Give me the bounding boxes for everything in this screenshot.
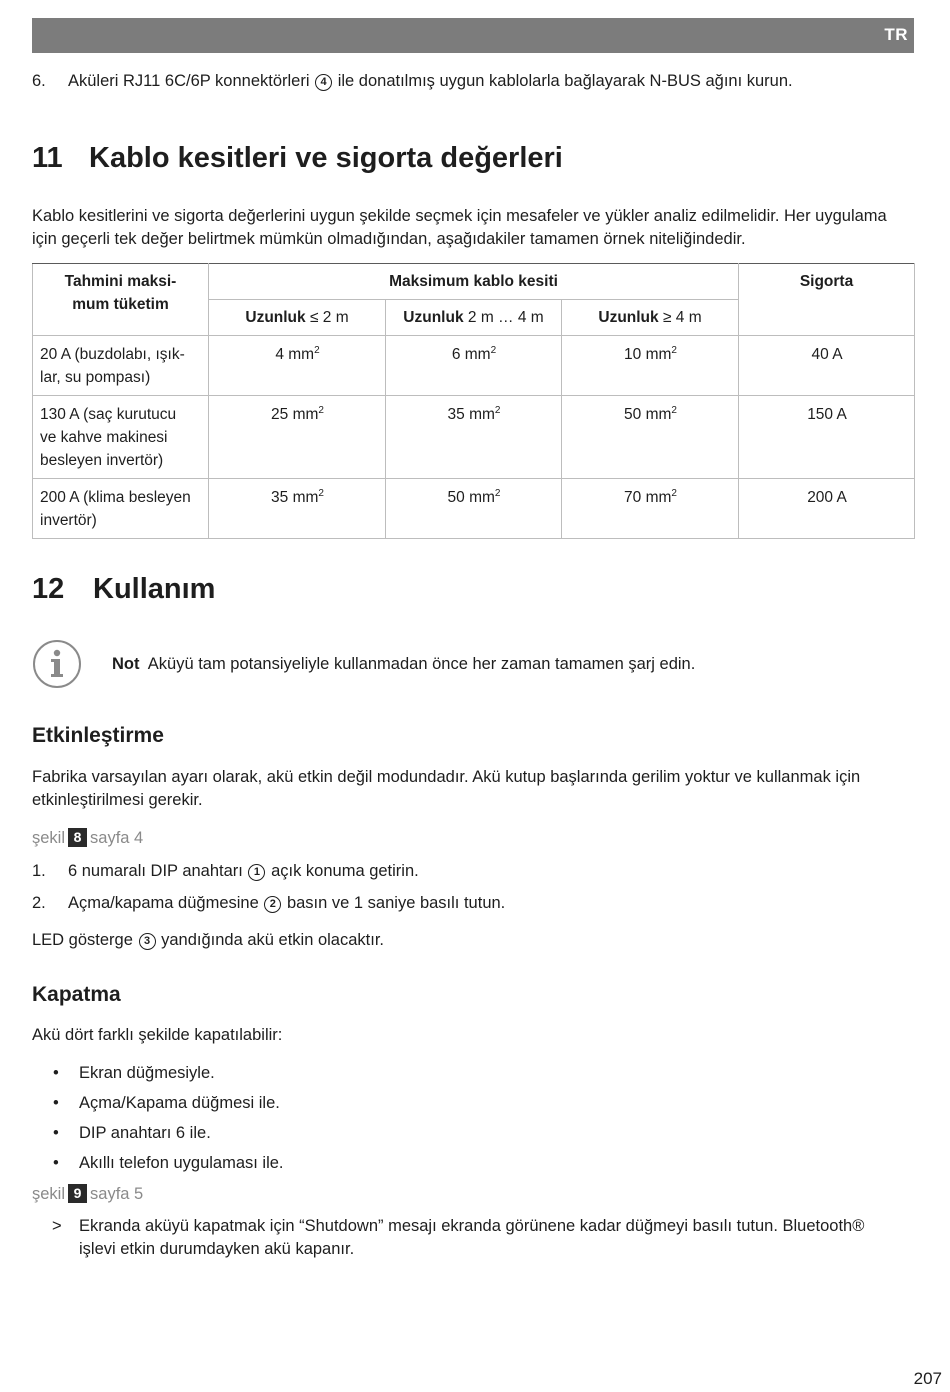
table-row	[33, 396, 915, 479]
unit: mm	[645, 406, 672, 423]
section-title: Kablo kesitleri ve sigorta değerleri	[89, 142, 563, 174]
load-cell	[33, 396, 209, 479]
activation-step-2	[32, 892, 505, 915]
note-text-block	[112, 653, 695, 676]
page-number: 207	[913, 1369, 942, 1388]
section-value: 25	[271, 406, 289, 423]
step-number: 6.	[32, 72, 46, 90]
load-line: besleyen invertör)	[40, 452, 164, 469]
section-number: 11	[32, 142, 63, 174]
cable-table-container	[32, 263, 915, 539]
step-6	[32, 70, 912, 93]
section-cell	[209, 396, 386, 479]
section-value: 50	[624, 406, 642, 423]
note-text: Aküyü tam potansiyeliyle kullanmadan önce her zaman tamamen şarj edin.	[147, 655, 696, 673]
section-cell	[386, 396, 562, 479]
bullet-text: Akıllı telefon uygulaması ile.	[79, 1154, 284, 1172]
action-line: Ekranda aküyü kapatmak için “Shutdown” mesajı ekranda görünene kadar düğmeyi basılı tutun. Bluetooth®	[79, 1217, 865, 1235]
unit-exponent: 2	[494, 405, 501, 416]
figure-number-badge: 8	[68, 828, 87, 847]
language-label: TR	[884, 25, 908, 44]
unit-exponent: 2	[671, 405, 677, 416]
shutdown-intro: Akü dört farklı şekilde kapatılabilir:	[32, 1026, 283, 1044]
section-value: 6	[451, 346, 461, 363]
activation-step-1	[32, 860, 419, 883]
length-label: Uzunluk	[245, 309, 306, 326]
result-before: LED gösterge	[32, 931, 133, 949]
col-header-fuse: Sigorta	[739, 264, 915, 336]
load-cell	[33, 336, 209, 396]
section-cell	[562, 479, 739, 539]
info-glyph	[35, 642, 79, 686]
activation-result	[32, 929, 384, 952]
shutdown-heading: Kapatma	[32, 983, 121, 1006]
ref-marker: 4	[315, 74, 332, 91]
shutdown-action	[79, 1215, 919, 1261]
ref-marker: 1	[248, 864, 265, 881]
section-value: 35	[271, 489, 289, 506]
load-line: 200 A (klima besleyen	[40, 489, 191, 506]
table-row	[33, 336, 915, 396]
col-header-cable-section: Maksimum kablo kesiti	[209, 264, 739, 300]
load-line: ve kahve makinesi	[40, 429, 168, 446]
activation-heading: Etkinleştirme	[32, 724, 164, 747]
figure-suffix: sayfa 4	[90, 829, 144, 847]
bullet-text: Ekran düğmesiyle.	[79, 1064, 215, 1082]
figure-reference	[32, 1184, 143, 1204]
section-cell	[209, 336, 386, 396]
unit-exponent: 2	[671, 488, 677, 499]
fuse-cell: 150 A	[739, 396, 915, 479]
paragraph-line: etkinleştirilmesi gerekir.	[32, 791, 203, 809]
unit-exponent: 2	[318, 488, 324, 499]
action-marker: >	[52, 1217, 62, 1235]
section-cell	[562, 336, 739, 396]
load-line: lar, su pompası)	[40, 369, 151, 386]
section-cell	[386, 336, 562, 396]
unit-exponent: 2	[494, 488, 501, 499]
step-number: 2.	[32, 894, 46, 912]
section-value: 50	[447, 489, 465, 506]
header-line: mum tüketim	[72, 296, 169, 313]
figure-suffix: sayfa 5	[90, 1185, 144, 1203]
section-value: 4	[275, 346, 284, 363]
bullet-text: Açma/Kapama düğmesi ile.	[79, 1094, 280, 1112]
length-label: Uzunluk	[403, 309, 464, 326]
col-header-length-3	[562, 300, 739, 336]
unit-exponent: 2	[318, 405, 324, 416]
header-bar	[32, 18, 914, 53]
section-cell	[386, 479, 562, 539]
unit: mm	[469, 489, 495, 506]
unit-exponent: 2	[490, 345, 497, 356]
section-title: Kullanım	[93, 573, 216, 605]
unit: mm	[469, 406, 495, 423]
bullet-text: DIP anahtarı 6 ile.	[79, 1124, 211, 1142]
figure-prefix: şekil	[32, 829, 66, 847]
figure-prefix: şekil	[32, 1185, 66, 1203]
section-11-intro	[32, 205, 922, 251]
cable-table	[32, 263, 915, 539]
length-value: 2 m … 4 m	[467, 309, 544, 326]
table-row	[33, 479, 915, 539]
activation-paragraph	[32, 766, 922, 812]
step-text-before: Açma/kapama düğmesine	[68, 894, 259, 912]
unit: mm	[645, 346, 672, 363]
col-header-length-1	[209, 300, 386, 336]
action-line: işlevi etkin durumdayken akü kapanır.	[79, 1240, 355, 1258]
fuse-cell: 200 A	[739, 479, 915, 539]
step-text-after: açık konuma getirin.	[271, 862, 419, 880]
paragraph-line: Fabrika varsayılan ayarı olarak, akü etkin değil modundadır. Akü kutup başlarında gerilim yoktur ve kullanmak için	[32, 768, 861, 786]
section-value: 70	[624, 489, 642, 506]
unit: mm	[292, 406, 319, 423]
step-number: 1.	[32, 862, 46, 880]
step-text-after: basın ve 1 saniye basılı tutun.	[286, 894, 506, 912]
length-value: ≥ 4 m	[662, 309, 702, 326]
col-header-consumption	[33, 264, 209, 336]
load-line: 130 A (saç kurutucu	[40, 406, 177, 423]
section-12-title	[32, 573, 215, 606]
ref-marker: 3	[139, 933, 156, 950]
info-icon	[33, 640, 81, 688]
figure-reference	[32, 828, 143, 848]
step-text-before: Aküleri RJ11 6C/6P konnektörleri	[68, 72, 310, 90]
unit-exponent: 2	[314, 345, 320, 356]
load-cell	[33, 479, 209, 539]
unit: mm	[292, 489, 319, 506]
section-cell	[209, 479, 386, 539]
fuse-cell: 40 A	[739, 336, 915, 396]
note-label: Not	[112, 655, 140, 673]
unit: mm	[288, 346, 315, 363]
unit-exponent: 2	[671, 345, 677, 356]
load-line: 20 A (buzdolabı, ışık-	[40, 346, 185, 363]
step-text-before: 6 numaralı DIP anahtarı	[68, 862, 243, 880]
length-value: ≤ 2 m	[309, 309, 349, 326]
intro-line: Kablo kesitlerini ve sigorta değerlerini uygun şekilde seçmek için mesafeler ve yükler analiz edilmelidir. Her uygulama	[32, 207, 887, 225]
length-label: Uzunluk	[598, 309, 659, 326]
figure-number-badge: 9	[68, 1184, 87, 1203]
col-header-length-2	[386, 300, 562, 336]
load-line: invertör)	[40, 512, 97, 529]
shutdown-bullet-list: • Ekran düğmesiyle. • Açma/Kapama düğmesi ile. • DIP anahtarı 6 ile. • Akıllı telefon uygulaması ile.	[0, 1062, 950, 1182]
section-11-title	[32, 142, 563, 175]
step-text-after: ile donatılmış uygun kablolarla bağlayarak N-BUS ağını kurun.	[337, 72, 793, 90]
section-number: 12	[32, 573, 65, 605]
section-value: 10	[624, 346, 642, 363]
ref-marker: 2	[264, 896, 281, 913]
header-line: Tahmini maksi-	[64, 273, 177, 290]
unit: mm	[645, 489, 672, 506]
section-cell	[562, 396, 739, 479]
unit: mm	[464, 346, 491, 363]
section-value: 35	[447, 406, 465, 423]
result-after: yandığında akü etkin olacaktır.	[161, 931, 384, 949]
intro-line: için geçerli tek değer belirtmek mümkün olmadığından, aşağıdakiler tamamen örnek niteliğindedir.	[32, 230, 746, 248]
